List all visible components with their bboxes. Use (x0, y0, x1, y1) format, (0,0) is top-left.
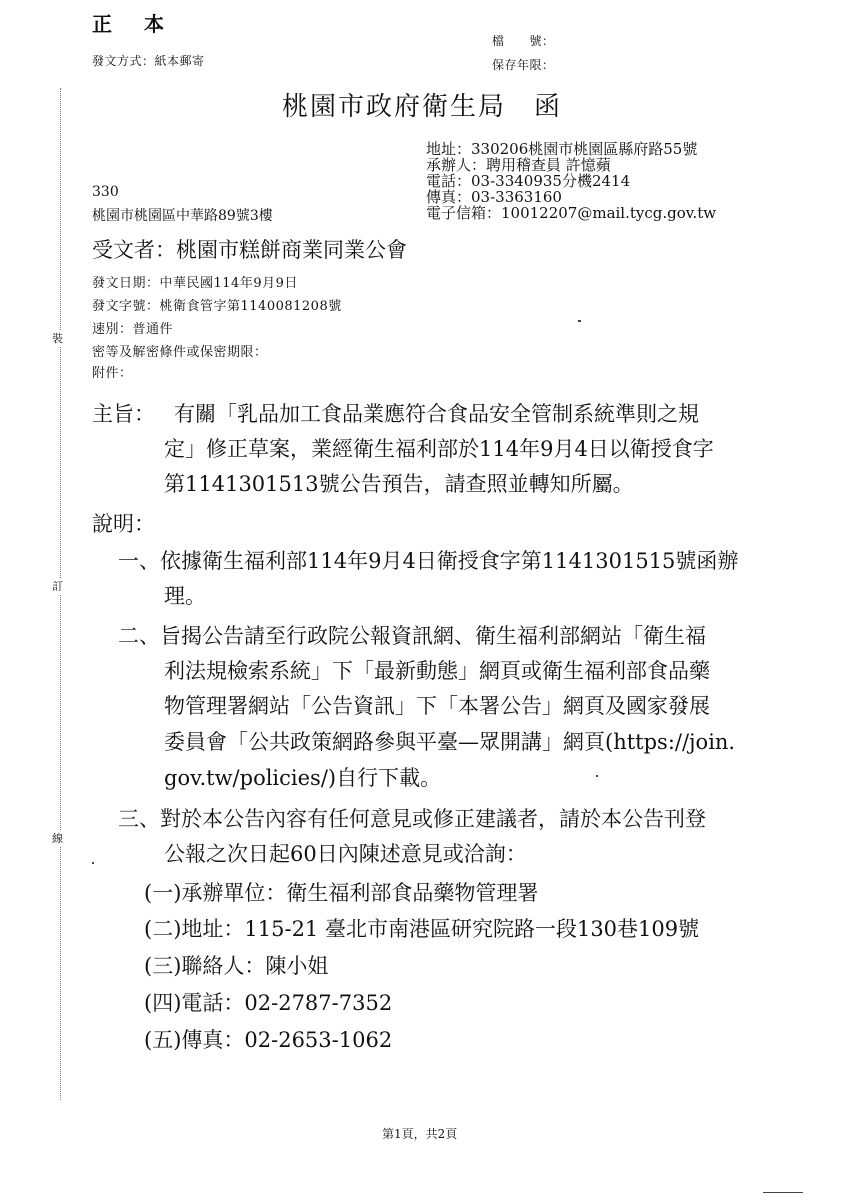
copy-label: 正 本 (92, 12, 170, 36)
contact-unit: (一)承辦單位：衛生福利部食品藥物管理署 (144, 881, 539, 905)
explanation-item-2: 二、旨揭公告請至行政院公報資訊網、衛生福利部網站「衛生福 (118, 624, 706, 648)
binding-line (60, 88, 61, 1100)
subject-line: 第1141301513號公告預告，請查照並轉知所屬。 (164, 472, 634, 496)
scan-speck (763, 1192, 803, 1193)
document-number: 發文字號：桃衛食管字第1140081208號 (92, 299, 342, 314)
explanation-item-1-cont: 理。 (164, 584, 206, 608)
subject-line: 有關「乳品加工食品業應符合食品安全管制系統準則之規 (174, 402, 699, 426)
scan-speck (92, 862, 94, 864)
explanation-item-2-cont: gov.tw/policies/)自行下載。 (164, 766, 442, 790)
subject-line: 定」修正草案，業經衛生福利部於114年9月4日以衛授食字 (164, 437, 714, 461)
contact-person: (三)聯絡人：陳小姐 (144, 954, 329, 978)
binding-mark-top: 裝 (52, 332, 63, 345)
retention-period-label: 保存年限： (492, 58, 555, 72)
explanation-item-2-cont: 物管理署網站「公告資訊」下「本署公告」網頁及國家發展 (164, 694, 710, 718)
subject-label: 主旨： (92, 402, 155, 426)
binding-mark-middle: 訂 (52, 580, 63, 593)
recipient-address: 桃園市桃園區中華路89號3樓 (92, 208, 273, 224)
explanation-item-3: 三、對於本公告內容有任何意見或修正建議者，請於本公告刊登 (118, 807, 706, 831)
page-number: 第1頁，共2頁 (382, 1127, 458, 1141)
delivery-speed: 速別：普通件 (92, 322, 174, 337)
contact-fax: (五)傳真：02-2653-1062 (144, 1028, 393, 1052)
scan-speck (578, 320, 581, 322)
explanation-item-3-cont: 公報之次日起60日內陳述意見或洽詢： (164, 842, 527, 866)
sender-fax: 傳真：03-3363160 (426, 188, 562, 206)
sender-address: 地址：330206桃園市桃園區縣府路55號 (426, 140, 698, 158)
explanation-label: 說明： (92, 512, 155, 536)
recipient-postal-code: 330 (92, 184, 119, 200)
scan-speck (596, 775, 598, 777)
explanation-item-1: 一、依據衛生福利部114年9月4日衛授食字第1141301515號函辦 (118, 549, 739, 573)
contact-phone: (四)電話：02-2787-7352 (144, 991, 393, 1015)
sender-phone: 電話：03-3340935分機2414 (426, 172, 631, 190)
dispatch-method: 發文方式：紙本郵寄 (92, 54, 205, 68)
binding-mark-bottom: 線 (52, 832, 63, 845)
document-title: 桃園市政府衛生局 函 (282, 92, 563, 122)
sender-email: 電子信箱：10012207@mail.tycg.gov.tw (426, 204, 717, 222)
attachment: 附件： (92, 366, 133, 381)
secrecy-level: 密等及解密條件或保密期限： (92, 345, 268, 360)
explanation-item-2-cont: 委員會「公共政策網路參與平臺—眾開講」網頁(https://join. (164, 730, 736, 754)
file-number-label: 檔 號： (492, 34, 555, 48)
recipient: 受文者：桃園市糕餅商業同業公會 (92, 238, 407, 262)
sender-contact: 承辦人：聘用稽查員 許憶蘋 (426, 156, 611, 174)
explanation-item-2-cont: 利法規檢索系統」下「最新動態」網頁或衛生福利部食品藥 (164, 659, 710, 683)
contact-address: (二)地址：115-21 臺北市南港區研究院路一段130巷109號 (144, 917, 700, 941)
issue-date: 發文日期：中華民國114年9月9日 (92, 276, 298, 291)
